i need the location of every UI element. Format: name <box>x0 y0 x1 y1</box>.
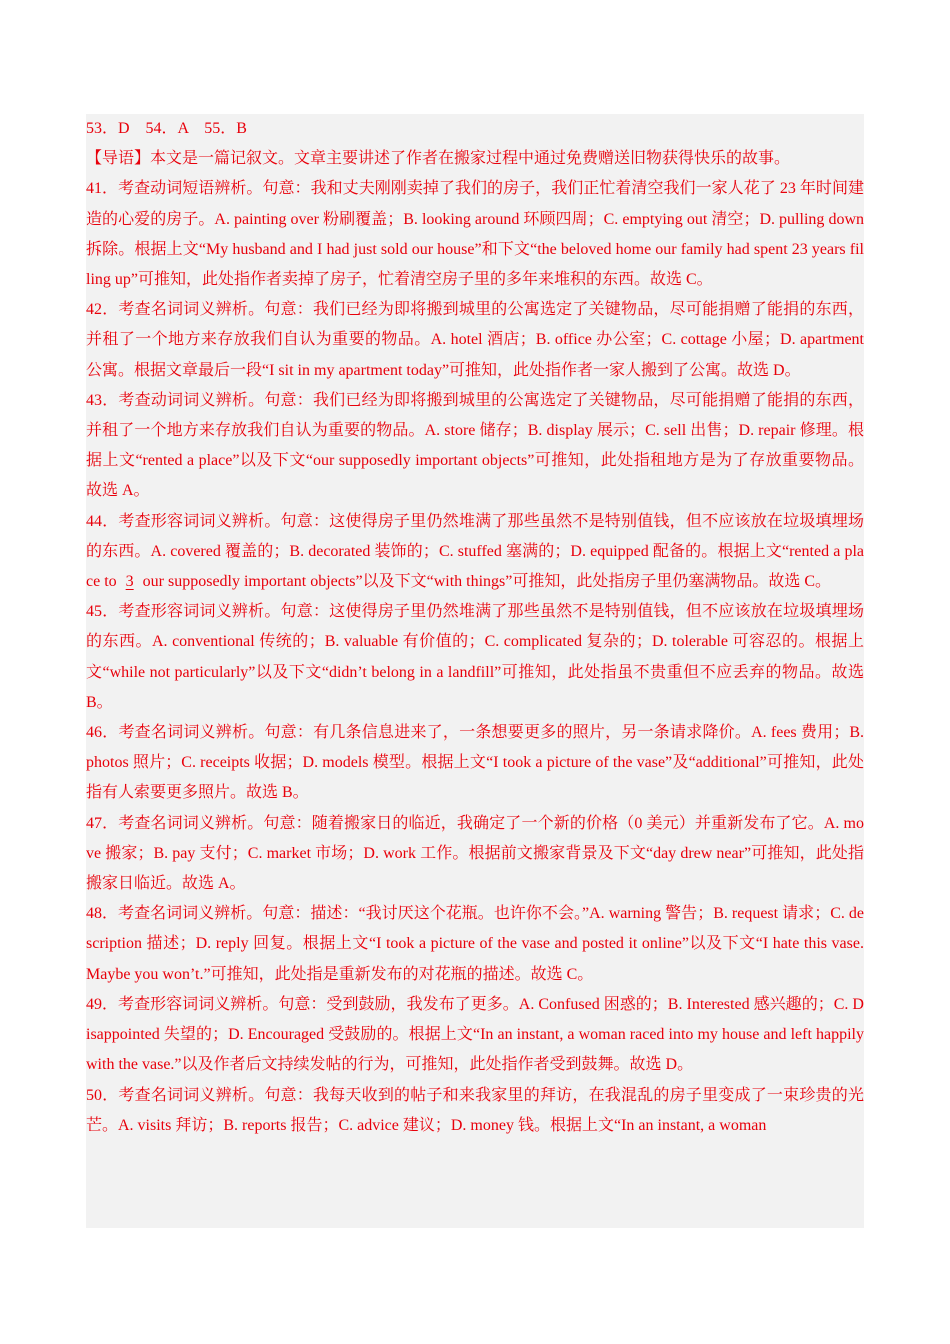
explanation-42: 42．考查名词词义辨析。句意：我们已经为即将搬到城里的公寓选定了关键物品，尽可能捐赠了能捐的东西，并租了一个地方来存放我们自认为重要的物品。A. hotel 酒店；B. office 办公室；C. cottage 小屋；D. apartment 公寓。根据文章最后一段“I sit in my apartment today”可推知，此处指作者一家人搬到了公寓。故选 D。 <box>86 301 864 379</box>
explanation-49: 49．考查形容词词义辨析。句意：受到鼓励，我发布了更多。A. Confused 困惑的；B. Interested 感兴趣的；C. Disappointed 失望的；D. Encouraged 受鼓励的。根据上文“In an instant, a woman raced into my house and left happily with the vase.”以及作者后文持续发帖的行为，可推知，此处指作者受到鼓舞。故选 D。 <box>86 995 864 1074</box>
blank-number: 3 <box>125 573 134 591</box>
document-page <box>86 114 864 1228</box>
explanation-44-part2: our supposedly important objects”以及下文“with things”可推知，此处指房子里仍塞满物品。故选 C。 <box>138 573 832 591</box>
explanation-48: 48．考查名词词义辨析。句意：描述：“我讨厌这个花瓶。也许你不会。”A. warning 警告；B. request 请求；C. description 描述；D. reply 回复。根据上文“I took a picture of the vase and posted it online”以及下文“I hate this vase. Maybe you won’t.”可推知，此处指是重新发布的对花瓶的描述。故选 C。 <box>86 905 864 983</box>
intro-paragraph: 【导语】本文是一篇记叙文。文章主要讲述了作者在搬家过程中通过免费赠送旧物获得快乐的故事。 <box>86 150 791 168</box>
answer-key-line: 53．D 54．A 55．B <box>86 120 247 137</box>
explanation-50: 50．考查名词词义辨析。句意：我每天收到的帖子和来我家里的拜访，在我混乱的房子里变成了一束珍贵的光芒。A. visits 拜访；B. reports 报告；C. advice 建议；D. money 钱。根据上文“In an instant, a woman <box>86 1086 864 1134</box>
explanation-44-part1: 44．考查形容词词义辨析。句意：这使得房子里仍然堆满了那些虽然不是特别值钱，但不应该放在垃圾填埋场的东西。A. covered 覆盖的；B. decorated 装饰的；C. stuffed 塞满的；D. equipped 配备的。根据上文“rented a place to <box>86 512 864 591</box>
explanation-43: 43．考查动词词义辨析。句意：我们已经为即将搬到城里的公寓选定了关键物品，尽可能捐赠了能捐的东西，并租了一个地方来存放我们自认为重要的物品。A. store 储存；B. display 展示；C. sell 出售；D. repair 修理。根据上文“rented a place”以及下文“our supposedly important objects”可推知，此处指租地方是为了存放重要物品。故选 A。 <box>86 391 864 500</box>
explanation-47: 47．考查名词词义辨析。句意：随着搬家日的临近，我确定了一个新的价格（0 美元）并重新发布了它。A. move 搬家；B. pay 支付；C. market 市场；D. work 工作。根据前文搬家背景及下文“day drew near”可推知，此处指搬家日临近。故选 A。 <box>86 814 864 893</box>
explanation-41: 41．考查动词短语辨析。句意：我和丈夫刚刚卖掉了我们的房子，我们正忙着清空我们一家人花了 23 年时间建造的心爱的房子。A. painting over 粉刷覆盖；B. looking around 环顾四周；C. emptying out 清空；D. pulling down 拆除。根据上文“My husband and I had just sold our house”和下文“the beloved home our family had spent 23 years filling up”可推知，此处指作者卖掉了房子，忙着清空房子里的多年来堆积的东西。故选 C。 <box>86 180 864 289</box>
explanation-46: 46．考查名词词义辨析。句意：有几条信息进来了，一条想要更多的照片，另一条请求降价。A. fees 费用；B. photos 照片；C. receipts 收据；D. models 模型。根据上文“I took a picture of the vase”及“additional”可推知，此处指有人索要更多照片。故选 B。 <box>86 724 864 802</box>
explanation-45: 45．考查形容词词义辨析。句意：这使得房子里仍然堆满了那些虽然不是特别值钱，但不应该放在垃圾填埋场的东西。A. conventional 传统的；B. valuable 有价值的；C. complicated 复杂的；D. tolerable 可容忍的。根据上文“while not particularly”以及下文“didn’t belong in a landfill”可推知，此处指虽不贵重但不应丢弃的物品。故选 B。 <box>86 603 864 711</box>
explanation-44 <box>86 507 864 598</box>
